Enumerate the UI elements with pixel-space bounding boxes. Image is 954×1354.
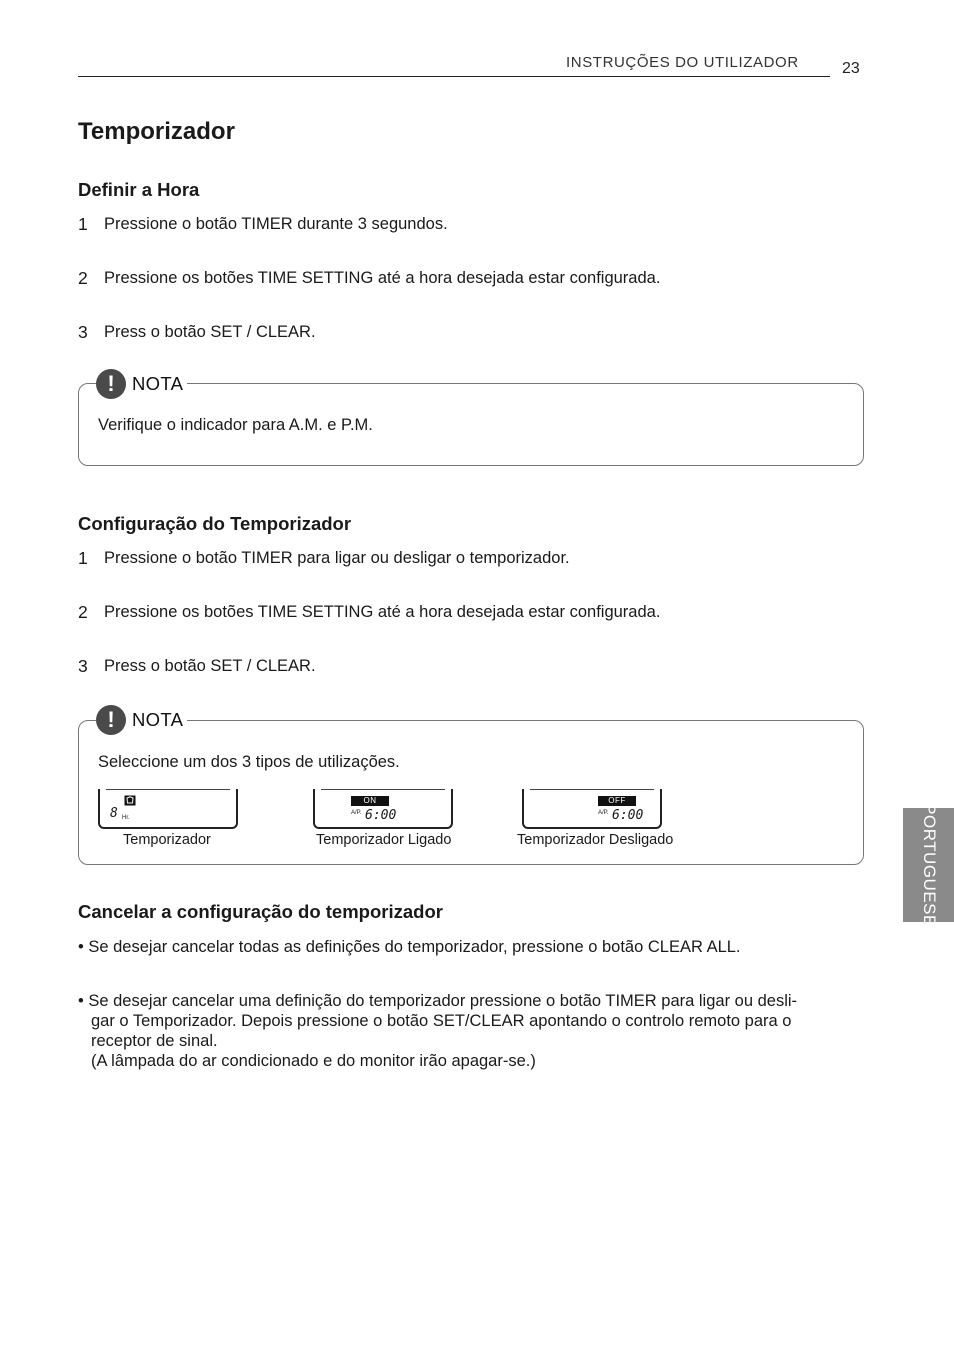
display-digits: 6:00 (612, 808, 644, 823)
exclamation-icon: ! (96, 705, 126, 735)
step-item (78, 269, 858, 291)
page-title: Temporizador (78, 118, 235, 145)
display-ampm: A/P. (598, 810, 609, 816)
display-digits: 6:00 (365, 808, 397, 823)
off-badge: OFF (598, 796, 636, 806)
bullet-item: • Se desejar cancelar uma definição do temporizador pressione o botão TIMER para ligar ou desli- (78, 992, 798, 1010)
step-item (78, 215, 858, 237)
display-unit: Hr. (122, 815, 130, 821)
step-item (78, 323, 858, 345)
sleep-icon (124, 795, 136, 806)
section-heading-timer-config: Configuração do Temporizador (78, 513, 352, 534)
step-text: Press o botão SET / CLEAR. (104, 657, 316, 675)
bullet-line: receptor de sinal. (91, 1032, 218, 1050)
note-text: Verifique o indicador para A.M. e P.M. (98, 416, 373, 434)
note-text: Seleccione um dos 3 tipos de utilizações. (98, 753, 400, 771)
step-number: 3 (78, 656, 88, 676)
step-item (78, 657, 858, 679)
section-heading-set-time: Definir a Hora (78, 179, 200, 200)
step-text: Pressione o botão TIMER para ligar ou desligar o temporizador. (104, 549, 570, 567)
display-timer-off (522, 789, 662, 829)
display-label: Temporizador Desligado (517, 832, 674, 848)
language-tab-label: PORTUGUESE (919, 803, 939, 927)
display-label: Temporizador (123, 832, 211, 848)
bullet-item: • Se desejar cancelar todas as definições do temporizador, pressione o botão CLEAR ALL. (78, 938, 741, 956)
bullet-line: (A lâmpada do ar condicionado e do monitor irão apagar-se.) (91, 1052, 536, 1070)
step-number: 3 (78, 322, 88, 342)
language-tab (903, 803, 954, 927)
display-timer (98, 789, 238, 829)
step-number: 2 (78, 602, 88, 622)
section-heading-cancel: Cancelar a configuração do temporizador (78, 901, 443, 922)
step-text: Pressione os botões TIME SETTING até a hora desejada estar configurada. (104, 603, 661, 621)
on-badge: ON (351, 796, 389, 806)
step-number: 1 (78, 548, 88, 568)
step-number: 1 (78, 214, 88, 234)
header-rule (78, 76, 830, 77)
bullet-line: gar o Temporizador. Depois pressione o botão SET/CLEAR apontando o controlo remoto para o (91, 1012, 792, 1030)
step-text: Pressione o botão TIMER durante 3 segundos. (104, 215, 448, 233)
step-text: Pressione os botões TIME SETTING até a hora desejada estar configurada. (104, 269, 661, 287)
display-label: Temporizador Ligado (316, 832, 452, 848)
note-title: NOTA (132, 373, 184, 394)
note-title: NOTA (132, 709, 184, 730)
display-digits: 8 (110, 806, 118, 821)
display-timer-on (313, 789, 453, 829)
step-number: 2 (78, 268, 88, 288)
page-number: 23 (842, 60, 860, 77)
step-text: Press o botão SET / CLEAR. (104, 323, 316, 341)
step-item (78, 603, 858, 625)
running-header: INSTRUÇÕES DO UTILIZADOR (566, 54, 799, 71)
note-label (96, 369, 187, 399)
display-ampm: A/P. (351, 810, 362, 816)
step-item (78, 549, 858, 571)
exclamation-icon: ! (96, 369, 126, 399)
note-label (96, 705, 187, 735)
